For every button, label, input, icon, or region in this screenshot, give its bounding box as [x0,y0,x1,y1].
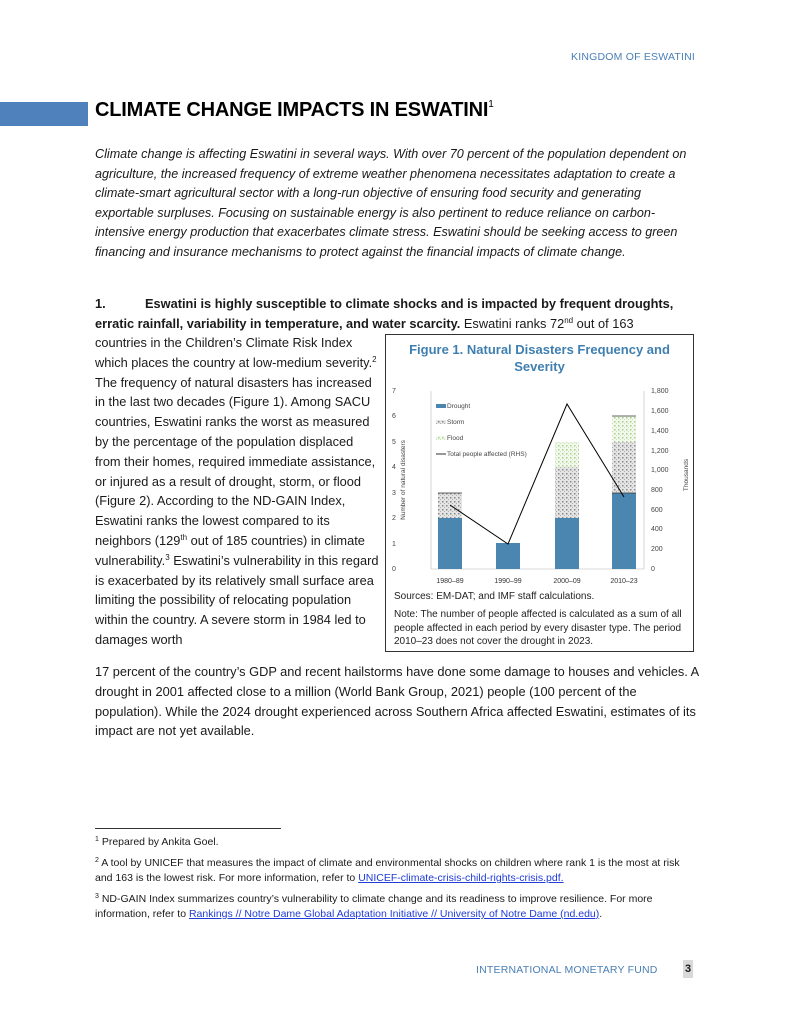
paragraph-lead: Eswatini is highly susceptible to climate shocks and is impacted by frequent droughts, erratic rainfall, variability in temperature, and water scarcity. [95,296,674,331]
footnote-1 [95,835,700,850]
figure-note: Note: The number of people affected is calculated as a sum of all people affected in each period by every disaster type. The period 2010–23 does not cover the drought in 2023. [394,609,682,647]
footnote-number: 2 [95,857,99,864]
svg-text:0: 0 [651,566,655,573]
footnote-ref-1[interactable]: 1 [488,99,494,110]
paragraph-text: out of 185 countries) in climate vulnerability. [95,532,365,568]
bar-1990-99 [496,543,520,569]
bar-2000-09 [555,442,579,569]
figure-title: Figure 1. Natural Disasters Frequency and Severity [409,342,670,374]
footnote-ref-2[interactable]: 2 [372,354,377,364]
svg-text:2: 2 [392,515,396,522]
svg-text:1,400: 1,400 [651,428,669,435]
abstract: Climate change is affecting Eswatini in several ways. With over 70 percent of the population dependent on agriculture, the increased frequency of extreme weather phenomena necessitates adaptation to create a climate-smart agricultural sector with a long-run objective of ensuring food security and generating exportable surpluses. Focusing on sustainable energy is also pertinent to reduce reliance on carbon-intensive energy production that exacerbates climate stress. Eswatini should be seeking access to green financing and insurance mechanisms to protect against the financial impacts of climate change. [95,147,687,259]
footnote-ref-3[interactable]: 3 [165,552,170,562]
svg-text:600: 600 [651,507,663,514]
svg-text:1980–89: 1980–89 [436,578,464,585]
paragraph-text: Eswatini ranks 72 [460,315,565,331]
running-head: KINGDOM OF ESWATINI [571,51,695,63]
svg-text:0: 0 [392,566,396,573]
total-affected-line [450,404,624,544]
svg-text:Total people affected (RHS): Total people affected (RHS) [447,451,527,458]
bar-1980-89 [438,493,462,569]
svg-text:2000–09: 2000–09 [553,578,581,585]
footnotes [95,835,700,928]
nd-gain-link[interactable]: Rankings // Notre Dame Global Adaptation Initiative // University of Notre Dame (nd.edu) [188,908,600,920]
title-text: CLIMATE CHANGE IMPACTS IN ESWATINI [95,99,489,121]
footnote-3 [95,892,700,922]
ordinal-suffix: th [180,532,188,542]
svg-text:6: 6 [392,413,396,420]
footnote-text: A tool by UNICEF that measures the impact of climate and environmental shocks on children where rank 1 is the most at risk and 163 is the lowest risk. For more information, refer to [95,857,680,884]
svg-text:1,000: 1,000 [651,467,669,474]
chart-legend [436,403,527,458]
paragraph-1-continuation: 17 percent of the country’s GDP and recent hailstorms have done some damage to houses and vehicles. A drought in 2001 affected close to a million (World Bank Group, 2021) people (100 percent of the population). While the 2024 drought experienced across Southern Africa affected Eswatini, estimates of its impact are not yet available. [95,664,699,739]
stacked-bar-chart [386,385,693,590]
page-title [95,99,494,122]
svg-text:200: 200 [651,546,663,553]
svg-text:7: 7 [392,388,396,395]
footnote-number: 1 [95,836,99,843]
svg-text:1: 1 [392,541,396,548]
svg-text:Drought: Drought [447,403,471,410]
svg-text:5: 5 [392,439,396,446]
paragraph-1-intro [95,294,700,334]
svg-text:2010–23: 2010–23 [610,578,638,585]
figure-1 [385,334,694,652]
footnote-number: 3 [95,893,99,900]
x-axis-labels [436,578,637,585]
figure-source: Sources: EM-DAT; and IMF staff calculations. [394,591,595,602]
svg-text:Flood: Flood [447,435,464,442]
title-accent-bar [0,102,88,126]
footnote-text: Prepared by Ankita Goel. [101,836,219,848]
svg-text:1,800: 1,800 [651,388,669,395]
footnote-divider [95,828,281,829]
right-axis-label: Thousands [683,458,690,492]
paragraph-1-wrapped-column [95,333,380,650]
paragraph-text: out of 163 [573,315,634,331]
svg-text:1990–99: 1990–99 [494,578,522,585]
page-number: 3 [683,960,693,978]
footer-org: INTERNATIONAL MONETARY FUND [476,964,658,976]
footnote-text: . [599,908,603,920]
svg-text:3: 3 [392,490,396,497]
unicef-link[interactable]: UNICEF-climate-crisis-child-rights-crisis.pdf. [358,872,564,884]
footnote-2 [95,856,700,886]
paragraph-text: The frequency of natural disasters has increased in the last two decades (Figure 1). Among SACU countries, Eswatini ranks the worst as measured by the percentage of the population displaced from their homes, required immediate assistance, or injured as a result of drought, storm, or flood (Figure 2). According to the ND-GAIN Index, Eswatini ranks the lowest compared to its neighbors (129 [95,374,376,548]
right-axis-ticks [651,388,669,573]
svg-text:800: 800 [651,487,663,494]
left-axis-label: Number of natural disasters [400,440,407,520]
svg-text:400: 400 [651,526,663,533]
svg-text:1,600: 1,600 [651,408,669,415]
paragraph-text: countries in the Children’s Climate Risk Index which places the country at low-medium severity. [95,335,373,370]
svg-text:Storm: Storm [447,419,465,426]
left-axis-ticks [392,388,396,573]
ordinal-suffix: nd [564,315,574,325]
bar-2010-23 [612,416,636,569]
paragraph-text: Eswatini’s vulnerability in this regard is exacerbated by its relatively small surface area limiting the possibility of relocating population within the country. A severe storm in 1984 led to damages worth [95,552,379,647]
footnote-text: ND-GAIN Index summarizes country’s vulnerability to climate change and its readiness to improve resilience. For more information, refer to [95,893,653,920]
paragraph-number: 1. [95,296,106,311]
svg-text:1,200: 1,200 [651,448,669,455]
svg-text:4: 4 [392,464,396,471]
